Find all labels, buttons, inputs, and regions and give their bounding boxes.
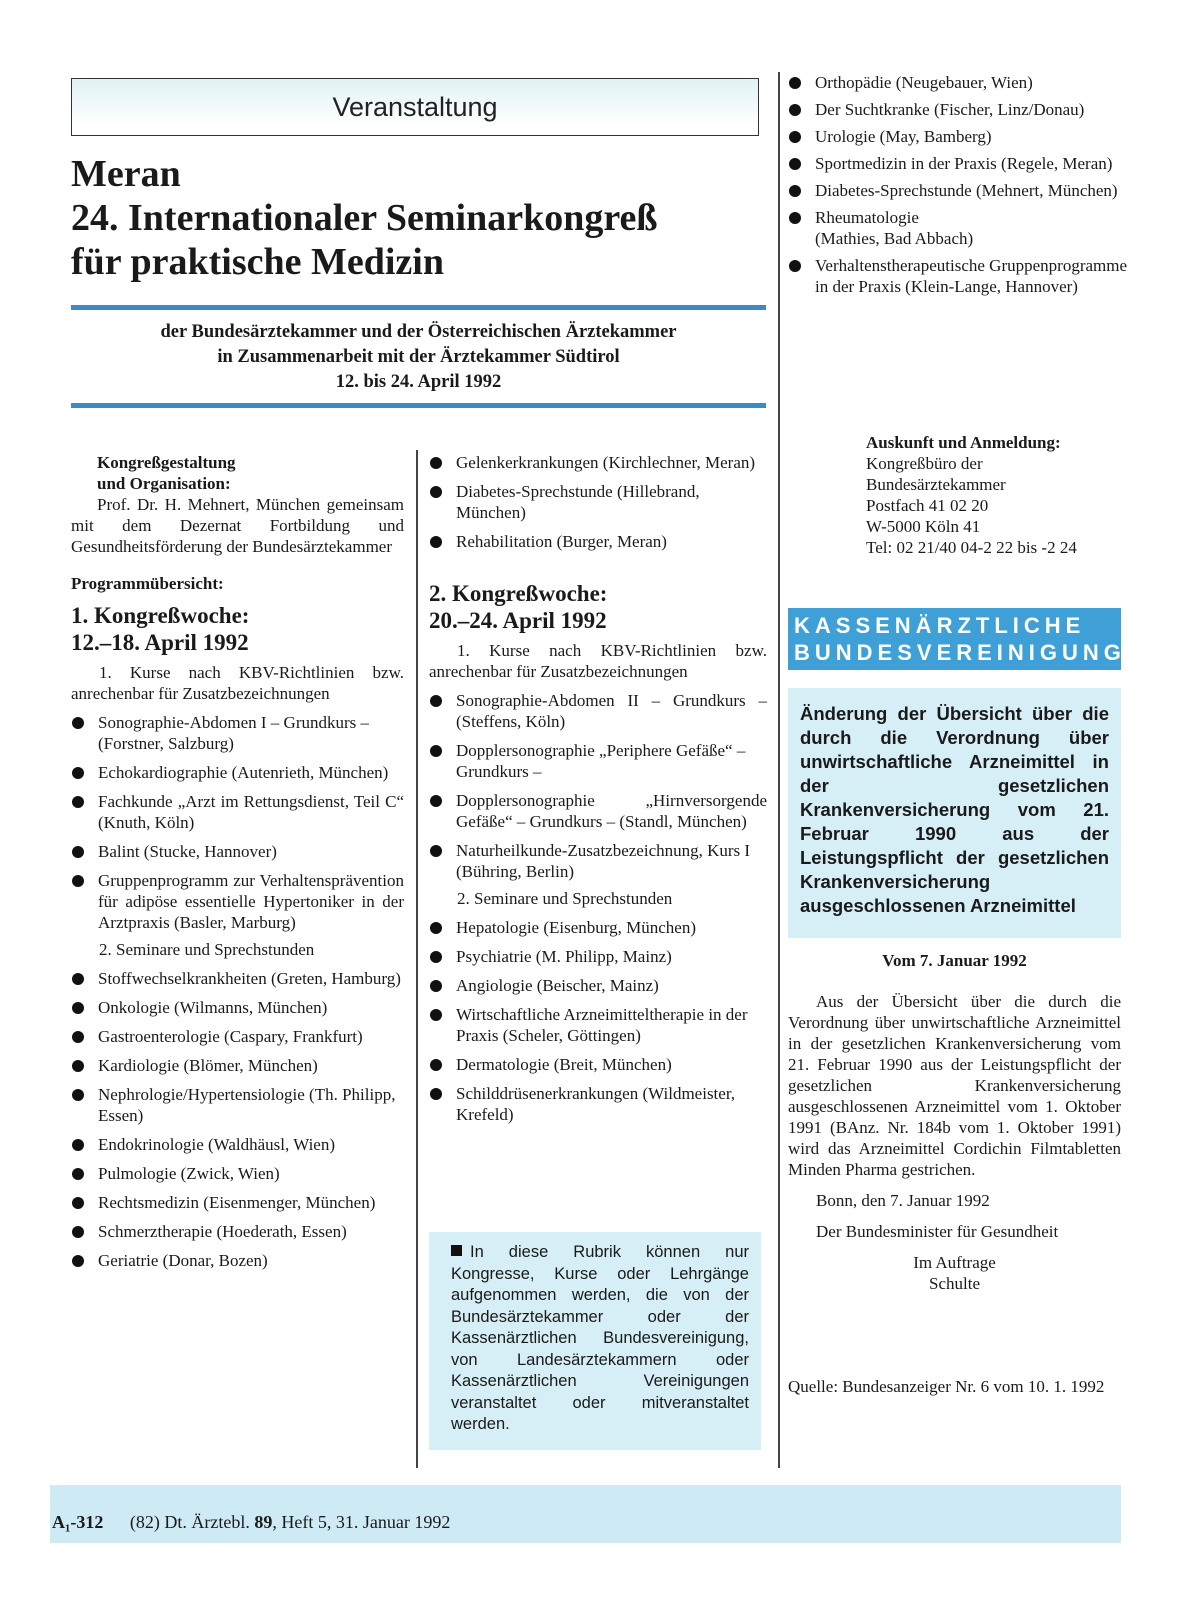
week-2-dates: 20.–24. April 1992 — [429, 608, 607, 633]
courses-intro: 1. Kurse nach KBV-Richtlinien bzw. anrechenbar für Zusatzbezeichnungen — [429, 641, 767, 681]
kbv-heading-box — [788, 688, 1121, 938]
contact-block — [866, 432, 1146, 558]
list-item: Psychiatrie (M. Philipp, Mainz) — [429, 946, 767, 967]
seminars-intro: 2. Seminare und Sprechstunden — [457, 889, 673, 908]
list-item: Rheumatologie (Mathies, Bad Abbach) — [788, 207, 985, 249]
subhead-line-1: der Bundesärztekammer und der Österreichischen Ärztekammer — [160, 322, 677, 342]
column-rule-1 — [416, 450, 418, 1468]
bullet-icon — [72, 1060, 84, 1072]
source-note: Quelle: Bundesanzeiger Nr. 6 vom 10. 1. 1992 — [788, 1377, 1105, 1396]
org-text: Prof. Dr. H. Mehnert, München gemeinsam mit dem Dezernat Fortbildung und Gesundheitsförderung der Bundesärztekammer — [71, 495, 404, 556]
list-item: Diabetes-Sprechstunde (Hillebrand, München) — [429, 481, 767, 523]
bullet-icon — [430, 1009, 442, 1021]
week-1-dates: 12.–18. April 1992 — [71, 630, 249, 655]
rubric-box — [71, 78, 759, 136]
list-item: Verhaltenstherapeutische Gruppenprogramme in der Praxis (Klein-Lange, Hannover) — [788, 255, 1128, 297]
contact-label: Auskunft und Anmeldung: — [866, 433, 1061, 452]
week-2-heading — [429, 580, 767, 634]
rubric-label: Veranstaltung — [332, 92, 498, 122]
column-1 — [71, 452, 404, 1271]
list-item: Rechtsmedizin (Eisenmenger, München) — [71, 1192, 404, 1213]
list-item: Sonographie-Abdomen I – Grundkurs – (Forstner, Salzburg) — [71, 712, 404, 754]
bullet-icon — [789, 158, 801, 170]
contact-line-1: Kongreßbüro der — [866, 454, 983, 473]
column-rule-2 — [778, 72, 780, 1468]
bullet-icon — [72, 875, 84, 887]
list-item: Wirtschaftliche Arzneimitteltherapie in der Praxis (Scheler, Göttingen) — [429, 1004, 767, 1046]
list-item: Rehabilitation (Burger, Meran) — [429, 531, 767, 552]
contact-line-3: Postfach 41 02 20 — [866, 496, 989, 515]
subhead-line-2: in Zusammenarbeit mit der Ärztekammer Südtirol — [217, 347, 620, 367]
bullet-icon — [430, 486, 442, 498]
org-label-1: Kongreßgestaltung — [97, 453, 236, 472]
bullet-icon — [72, 1089, 84, 1101]
courses-intro: 1. Kurse nach KBV-Richtlinien bzw. anrechenbar für Zusatzbezeichnungen — [71, 663, 404, 703]
list-item: Balint (Stucke, Hannover) — [71, 841, 404, 862]
list-item: Naturheilkunde-Zusatzbezeichnung, Kurs I (Bühring, Berlin) — [429, 840, 767, 882]
bullet-icon — [430, 745, 442, 757]
bullet-icon — [72, 767, 84, 779]
list-item: Der Suchtkranke (Fischer, Linz/Donau) — [788, 99, 1128, 120]
bullet-icon — [430, 1088, 442, 1100]
list-item: Dopplersonographie „Hirnversorgende Gefäße“ – Grundkurs – (Standl, München) — [429, 790, 767, 832]
bullet-icon — [789, 185, 801, 197]
subheadline — [71, 320, 766, 395]
headline-line-1: Meran — [71, 153, 181, 195]
blue-divider-top — [71, 305, 766, 310]
subhead-line-3: 12. bis 24. April 1992 — [335, 372, 502, 392]
list-item: Hepatologie (Eisenburg, München) — [429, 917, 767, 938]
date-line: Vom 7. Januar 1992 — [882, 951, 1027, 970]
bullet-icon — [72, 796, 84, 808]
place-date: Bonn, den 7. Januar 1992 — [816, 1191, 990, 1210]
org-label-2: und Organisation: — [97, 474, 231, 493]
list-item: Schmerztherapie (Hoederath, Essen) — [71, 1221, 404, 1242]
program-label: Programmübersicht: — [71, 574, 224, 593]
footer-citation — [52, 1512, 450, 1533]
contact-line-4: W-5000 Köln 41 — [866, 517, 981, 536]
bullet-icon — [72, 1226, 84, 1238]
bullet-icon — [789, 260, 801, 272]
list-item: Urologie (May, Bamberg) — [788, 126, 1128, 147]
bullet-icon — [72, 1168, 84, 1180]
seminar-list-continued — [788, 72, 1128, 297]
seminars-intro: 2. Seminare und Sprechstunden — [99, 940, 315, 959]
bullet-icon — [72, 1197, 84, 1209]
blue-divider-bottom — [71, 403, 766, 408]
bullet-icon — [72, 717, 84, 729]
list-item: Schilddrüsenerkrankungen (Wildmeister, Krefeld) — [429, 1083, 767, 1125]
banner-line-2: BUNDESVEREINIGUNG — [794, 640, 1126, 665]
rubric-notice-box — [429, 1232, 761, 1450]
bullet-icon — [430, 951, 442, 963]
bullet-icon — [789, 131, 801, 143]
list-item: Gruppenprogramm zur Verhaltensprävention für adipöse essentielle Hypertoniker in der Arztpraxis (Basler, Marburg) — [71, 870, 404, 933]
list-item: Diabetes-Sprechstunde (Mehnert, München) — [788, 180, 1128, 201]
headline-line-2: 24. Internationaler Seminarkongreß — [71, 197, 658, 239]
kbv-heading: Änderung der Übersicht über die durch die Verordnung über unwirtschaftliche Arzneimittel in der gesetzlichen Krankenversicherung vom 21. Februar 1990 aus der Leistungspflicht der gesetzlichen Krankenversicherung ausgeschlossenen Arzneimittel — [800, 703, 1109, 916]
column-3-body — [788, 950, 1121, 1397]
square-bullet-icon — [451, 1245, 462, 1256]
bullet-icon — [430, 980, 442, 992]
seminar-list — [429, 917, 767, 1125]
week-1-title: 1. Kongreßwoche: — [71, 603, 250, 628]
bullet-icon — [430, 536, 442, 548]
issue-info: , Heft 5, 31. Januar 1992 — [272, 1512, 451, 1532]
week-1-heading — [71, 602, 404, 656]
seminar-list — [71, 968, 404, 1271]
list-item: Echokardiographie (Autenrieth, München) — [71, 762, 404, 783]
list-item: Dopplersonographie „Periphere Gefäße“ – Grundkurs – — [429, 740, 767, 782]
list-item: Stoffwechselkrankheiten (Greten, Hamburg) — [71, 968, 404, 989]
bullet-icon — [72, 1002, 84, 1014]
list-item: Dermatologie (Breit, München) — [429, 1054, 767, 1075]
bullet-icon — [430, 695, 442, 707]
column-2 — [429, 452, 767, 1125]
bullet-icon — [72, 973, 84, 985]
bullet-icon — [789, 212, 801, 224]
page-number: A₁-312 — [52, 1512, 104, 1532]
list-item: Orthopädie (Neugebauer, Wien) — [788, 72, 1128, 93]
volume: 89 — [254, 1512, 273, 1532]
banner-line-1: KASSENÄRZTLICHE — [794, 613, 1086, 638]
bullet-icon — [430, 845, 442, 857]
course-list — [429, 690, 767, 882]
bullet-icon — [72, 846, 84, 858]
signer: Der Bundesminister für Gesundheit — [816, 1222, 1059, 1241]
list-item: Nephrologie/Hypertensiologie (Th. Philipp, Essen) — [71, 1084, 404, 1126]
bullet-icon — [72, 1255, 84, 1267]
course-list — [71, 712, 404, 933]
bullet-icon — [72, 1139, 84, 1151]
list-item: Fachkunde „Arzt im Rettungsdienst, Teil C“ (Knuth, Köln) — [71, 791, 404, 833]
body-text: Aus der Übersicht über die durch die Verordnung über unwirtschaftliche Arzneimittel in der gesetzlichen Krankenversicherung vom 21. Februar 1990 aus der Leistungspflicht der gesetzlichen Krankenversicherung ausgeschlossenen Arzneimittel vom 1. Oktober 1991 (BAnz. Nr. 184b vom 1. Oktober 1991) wird das Arzneimittel Cordichin Filmtabletten Minden Pharma gestrichen. — [788, 992, 1121, 1179]
list-item: Sportmedizin in der Praxis (Regele, Meran) — [788, 153, 1128, 174]
bullet-icon — [789, 104, 801, 116]
bullet-icon — [430, 922, 442, 934]
continued-list — [429, 452, 767, 552]
list-item: Geriatrie (Donar, Bozen) — [71, 1250, 404, 1271]
headline — [71, 152, 771, 284]
contact-line-5: Tel: 02 21/40 04-2 22 bis -2 24 — [866, 538, 1077, 557]
bullet-icon — [789, 77, 801, 89]
list-item: Onkologie (Wilmanns, München) — [71, 997, 404, 1018]
list-item: Sonographie-Abdomen II – Grundkurs – (Steffens, Köln) — [429, 690, 767, 732]
signature-line-2: Schulte — [929, 1274, 980, 1293]
headline-line-3: für praktische Medizin — [71, 241, 444, 283]
column-3-list — [788, 72, 1128, 297]
list-item: Gastroenterologie (Caspary, Frankfurt) — [71, 1026, 404, 1047]
notice-text: In diese Rubrik können nur Kongresse, Kurse oder Lehrgänge aufgenommen werden, die von der Bundesärztekammer oder der Kassenärztlichen Bundesvereinigung, von Landesärztekammern oder Kassenärztlichen Vereinigungen veranstaltet oder mitveranstaltet werden. — [451, 1243, 749, 1433]
signature-line-1: Im Auftrage — [913, 1253, 996, 1272]
journal-name: (82) Dt. Ärztebl. — [129, 1512, 250, 1532]
list-item: Kardiologie (Blömer, München) — [71, 1055, 404, 1076]
bullet-icon — [430, 457, 442, 469]
contact-line-2: Bundesärztekammer — [866, 475, 1006, 494]
list-item: Pulmologie (Zwick, Wien) — [71, 1163, 404, 1184]
list-item: Angiologie (Beischer, Mainz) — [429, 975, 767, 996]
list-item: Endokrinologie (Waldhäusl, Wien) — [71, 1134, 404, 1155]
bullet-icon — [430, 795, 442, 807]
week-2-title: 2. Kongreßwoche: — [429, 581, 608, 606]
kbv-banner — [788, 608, 1126, 670]
list-item: Gelenkerkrankungen (Kirchlechner, Meran) — [429, 452, 767, 473]
bullet-icon — [430, 1059, 442, 1071]
bullet-icon — [72, 1031, 84, 1043]
